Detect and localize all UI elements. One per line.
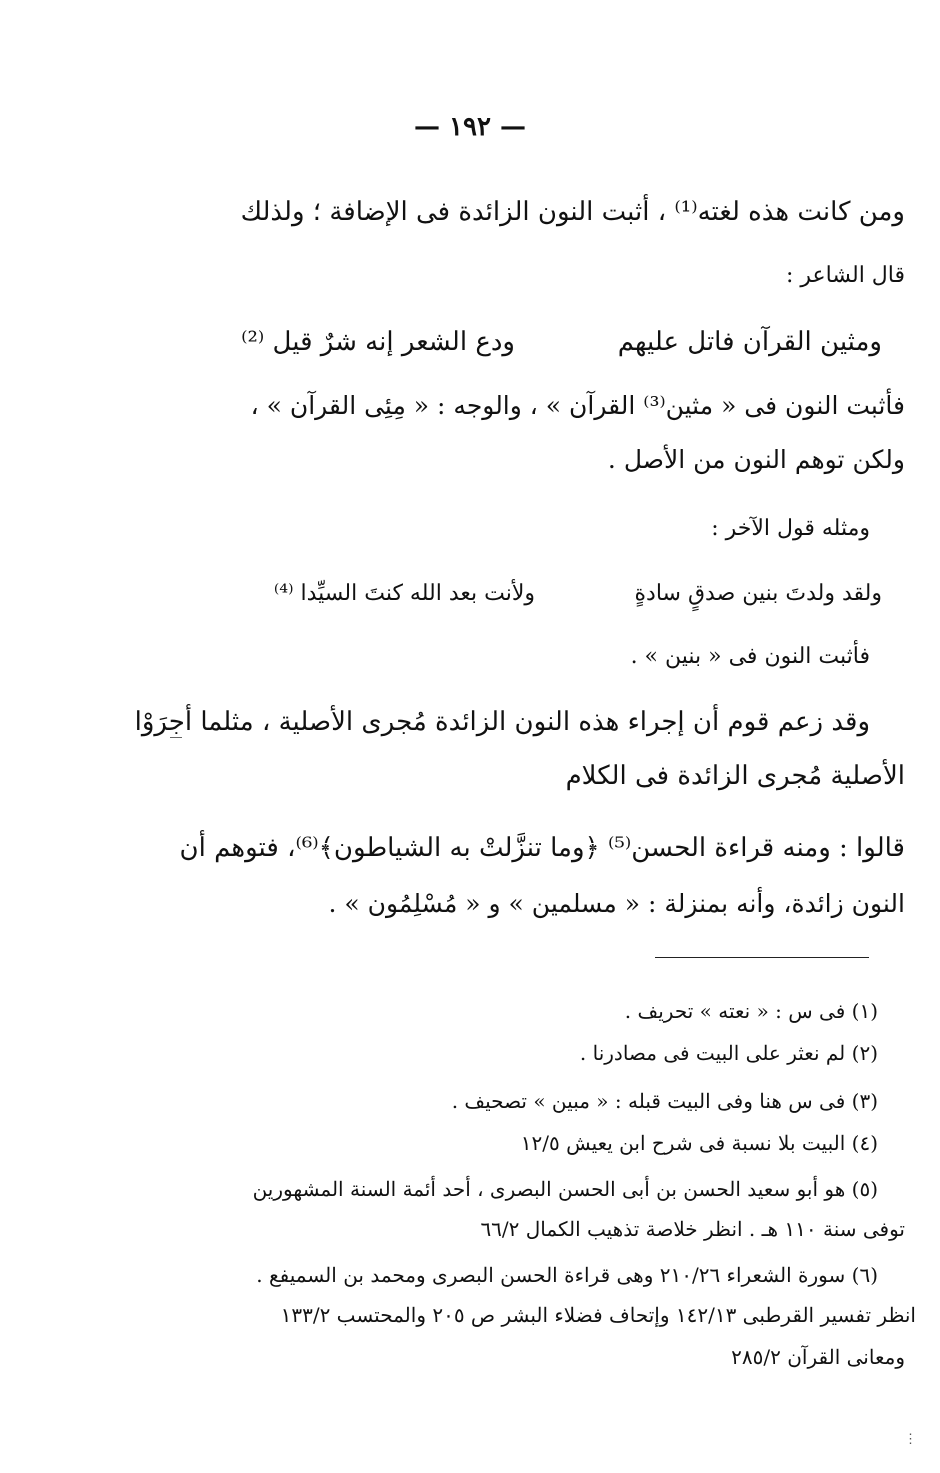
footnote-6-line-2: انظر تفسير القرطبى ١٤٢/١٣ وإتحاف فضلاء البشر ص ٢٠٥ والمحتسب ١٣٣/٢ <box>280 1303 916 1327</box>
body-line-8: الأصلية مُجرى الزائدة فى الكلام <box>565 761 905 791</box>
footnote-5-line-1: (٥) هو أبو سعيد الحسن بن أبى الحسن البصرى ، أحد أئمة السنة المشهورين <box>252 1177 878 1201</box>
footnote-4: (٤) البيت بلا نسبة فى شرح ابن يعيش ١٢/٥ <box>520 1131 878 1155</box>
body-line-9: قالوا : ومنه قراءة الحسن⁽⁵⁾ ﴿وما تنزَّلتْ به الشياطون﴾⁽⁶⁾، فتوهم أن <box>179 833 905 863</box>
footnote-3: (٣) فى س هنا وفى البيت قبله : « مبين » تصحيف . <box>451 1089 878 1113</box>
body-line-1: ومن كانت هذه لغته⁽¹⁾ ، أثبت النون الزائدة فى الإضافة ؛ ولذلك <box>240 197 905 227</box>
verse-2-first-hemistich: ولقد ولدتَ بنين صدقٍ سادةٍ <box>634 581 882 606</box>
body-line-7: وقد زعم قوم أن إجراء هذه النون الزائدة مُجرى الأصلية ، مثلما أجرَوْا <box>134 707 870 737</box>
footnote-separator <box>655 957 869 958</box>
verse-1-second-hemistich: ودع الشعر إنه شرٌ قيل ⁽²⁾ <box>241 327 515 357</box>
page-number: — ١٩٢ — <box>413 112 527 142</box>
footnote-5-line-2: توفى سنة ١١٠ هـ . انظر خلاصة تذهيب الكمال ٦٦/٢ <box>480 1217 905 1241</box>
body-line-5: ومثله قول الآخر : <box>711 516 870 541</box>
body-line-6: فأثبت النون فى « بنين » . <box>630 644 870 669</box>
body-line-10: النون زائدة، وأنه بمنزلة : « مسلمين » و « مُسْلِمُون » . <box>328 889 905 918</box>
scan-corner-mark: ⋮ <box>904 1432 917 1447</box>
body-line-2: قال الشاعر : <box>785 263 905 288</box>
footnote-2: (٢) لم نعثر على البيت فى مصادرنا . <box>579 1041 878 1065</box>
verse-2-second-hemistich: ولأنت بعد الله كنتَ السيِّدا ⁽⁴⁾ <box>273 581 535 606</box>
footnote-6-line-1: (٦) سورة الشعراء ٢١٠/٢٦ وهى قراءة الحسن البصرى ومحمد بن السميفع . <box>256 1263 878 1287</box>
body-line-4: ولكن توهم النون من الأصل . <box>607 445 905 474</box>
body-line-3: فأثبت النون فى « مثين⁽³⁾ القرآن » ، والوجه : « مِئِى القرآن » ، <box>250 391 905 420</box>
verse-1-first-hemistich: ومثين القرآن فاتل عليهم <box>617 327 882 357</box>
footnote-6-line-3: ومعانى القرآن ٢٨٥/٢ <box>731 1345 905 1369</box>
footnote-1: (١) فى س : « نعته » تحريف . <box>624 999 878 1023</box>
